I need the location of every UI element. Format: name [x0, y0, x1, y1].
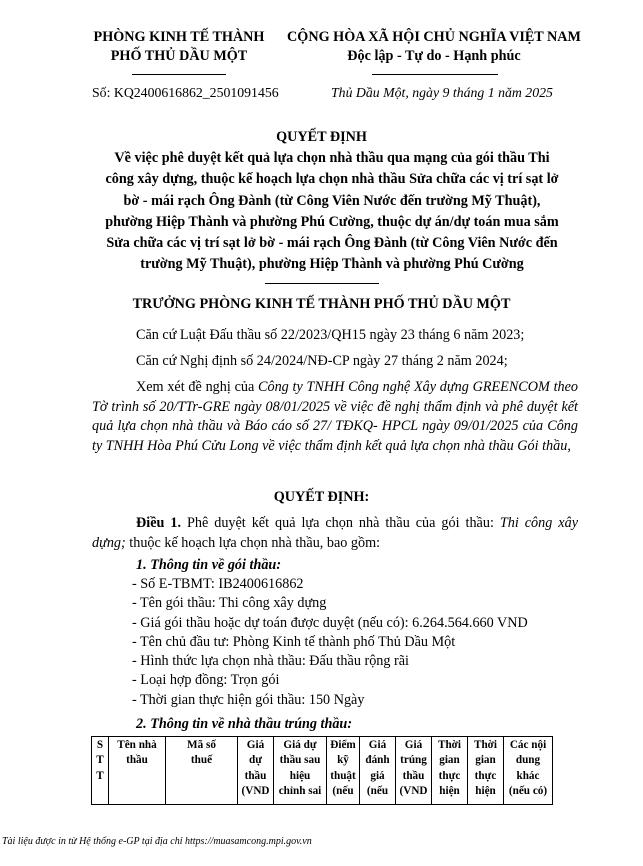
- list-item: - Giá gói thầu hoặc dự toán được duyệt (nếu có): 6.264.564.660 VND: [132, 614, 528, 631]
- agency-line-2: PHỐ THỦ DẦU MỘT: [110, 48, 248, 64]
- article-1: [92, 514, 578, 553]
- agency-line-1: PHÒNG KINH TẾ THÀNH: [93, 29, 265, 45]
- column-header: Các nội dung khác (nếu có): [504, 737, 553, 805]
- article-text-after: thuộc kế hoạch lựa chọn nhà thầu, bao gồm:: [125, 534, 381, 551]
- column-header: Điểm kỹ thuật (nếu: [327, 737, 360, 805]
- article-text: Phê duyệt kết quả lựa chọn nhà thầu của gói thầu:: [181, 515, 500, 531]
- column-header: Giá đánh giá (nếu: [360, 737, 396, 805]
- agency-name: [84, 28, 274, 66]
- decision-title: QUYẾT ĐỊNH: [276, 129, 367, 145]
- subject-line: Sửa chữa các vị trí sạt lở bờ - mái rạch Ông Đành (từ Công Viên Nước đến: [106, 235, 558, 252]
- list-item: - Hình thức lựa chọn nhà thầu: Đấu thầu rộng rãi: [132, 653, 409, 670]
- title-divider: [265, 283, 379, 284]
- column-header: S T T: [92, 737, 109, 805]
- article-label: Điều 1.: [136, 515, 181, 531]
- column-header: Tên nhà thầu: [109, 737, 166, 805]
- decision-heading: QUYẾT ĐỊNH:: [273, 489, 370, 505]
- agency-underline: [132, 74, 226, 75]
- nation-motto: Độc lập - Tự do - Hạnh phúc: [347, 48, 521, 64]
- list-item: - Loại hợp đồng: Trọn gói: [132, 672, 280, 689]
- nation-line-1: CỘNG HÒA XÃ HỘI CHỦ NGHĨA VIỆT NAM: [287, 29, 581, 45]
- bid-result-table: [91, 736, 553, 805]
- page-footer: Tài liệu được in từ Hệ thống e-GP tại địa chỉ https://muasamcong.mpi.gov.vn: [2, 836, 312, 847]
- issuing-authority: TRƯỞNG PHÒNG KINH TẾ THÀNH PHỐ THỦ DẦU MỘT: [132, 296, 511, 312]
- decision-subject: [60, 148, 604, 276]
- national-title: [282, 28, 586, 66]
- list-item: - Thời gian thực hiện gói thầu: 150 Ngày: [132, 691, 365, 708]
- package-info-list: [132, 575, 528, 710]
- consideration-paragraph: [92, 378, 578, 456]
- column-header: Mã số thuế: [166, 737, 238, 805]
- column-header: Thời gian thực hiện: [468, 737, 504, 805]
- subject-line: công xây dựng, thuộc kế hoạch lựa chọn nhà thầu Sửa chữa các vị trí sạt lở: [105, 171, 559, 188]
- legal-basis-law: Căn cứ Luật Đấu thầu số 22/2023/QH15 ngày 23 tháng 6 năm 2023;: [136, 327, 525, 343]
- consideration-body: Công ty TNHH Công nghệ Xây dựng GREENCOM theo Tờ trình số 20/TTr-GRE ngày 08/01/2025 về việc đề nghị thẩm định và phê duyệt kết quả lựa chọn nhà thầu và Báo cáo số 27/ TĐKQ- HPCL ngày 09/01/2025 của Công ty TNHH Hòa Phú Cửu Long về việc thẩm định kết quả lựa chọn nhà thầu Gói thầu,: [92, 379, 579, 454]
- package-name: Thi công xây dựng;: [92, 515, 578, 551]
- column-header: Giá dự thầu (VND: [238, 737, 274, 805]
- consideration-prefix: Xem xét đề nghị của: [136, 379, 259, 395]
- document-number: Số: KQ2400616862_2501091456: [92, 85, 279, 100]
- winner-info-heading: 2. Thông tin về nhà thầu trúng thầu:: [136, 716, 353, 732]
- subject-line: bờ - mái rạch Ông Đành (từ Công Viên Nước đến trường Mỹ Thuật),: [123, 192, 541, 209]
- subject-line: phường Hiệp Thành và phường Phú Cường, thuộc dự án/dự toán mua sắm: [105, 213, 559, 230]
- subject-line: trường Mỹ Thuật), phường Hiệp Thành và phường Phú Cường: [140, 256, 524, 273]
- place-date: Thủ Dầu Một, ngày 9 tháng 1 năm 2025: [331, 85, 553, 100]
- list-item: - Số E-TBMT: IB2400616862: [132, 576, 304, 592]
- column-header: Thời gian thực hiện: [432, 737, 468, 805]
- package-info-heading: 1. Thông tin về gói thầu:: [136, 557, 282, 573]
- motto-underline: [372, 74, 498, 75]
- table-header-row: [92, 737, 553, 805]
- list-item: - Tên gói thầu: Thi công xây dựng: [132, 595, 327, 612]
- legal-basis-decree: Căn cứ Nghị định số 24/2024/NĐ-CP ngày 27 tháng 2 năm 2024;: [136, 353, 508, 369]
- column-header: Giá dự thầu sau hiệu chỉnh sai: [274, 737, 327, 805]
- column-header: Giá trúng thầu (VND: [396, 737, 432, 805]
- subject-line: Về việc phê duyệt kết quả lựa chọn nhà thầu qua mạng của gói thầu Thi: [114, 150, 550, 166]
- list-item: - Tên chủ đầu tư: Phòng Kinh tế thành phố Thủ Dầu Một: [132, 633, 456, 650]
